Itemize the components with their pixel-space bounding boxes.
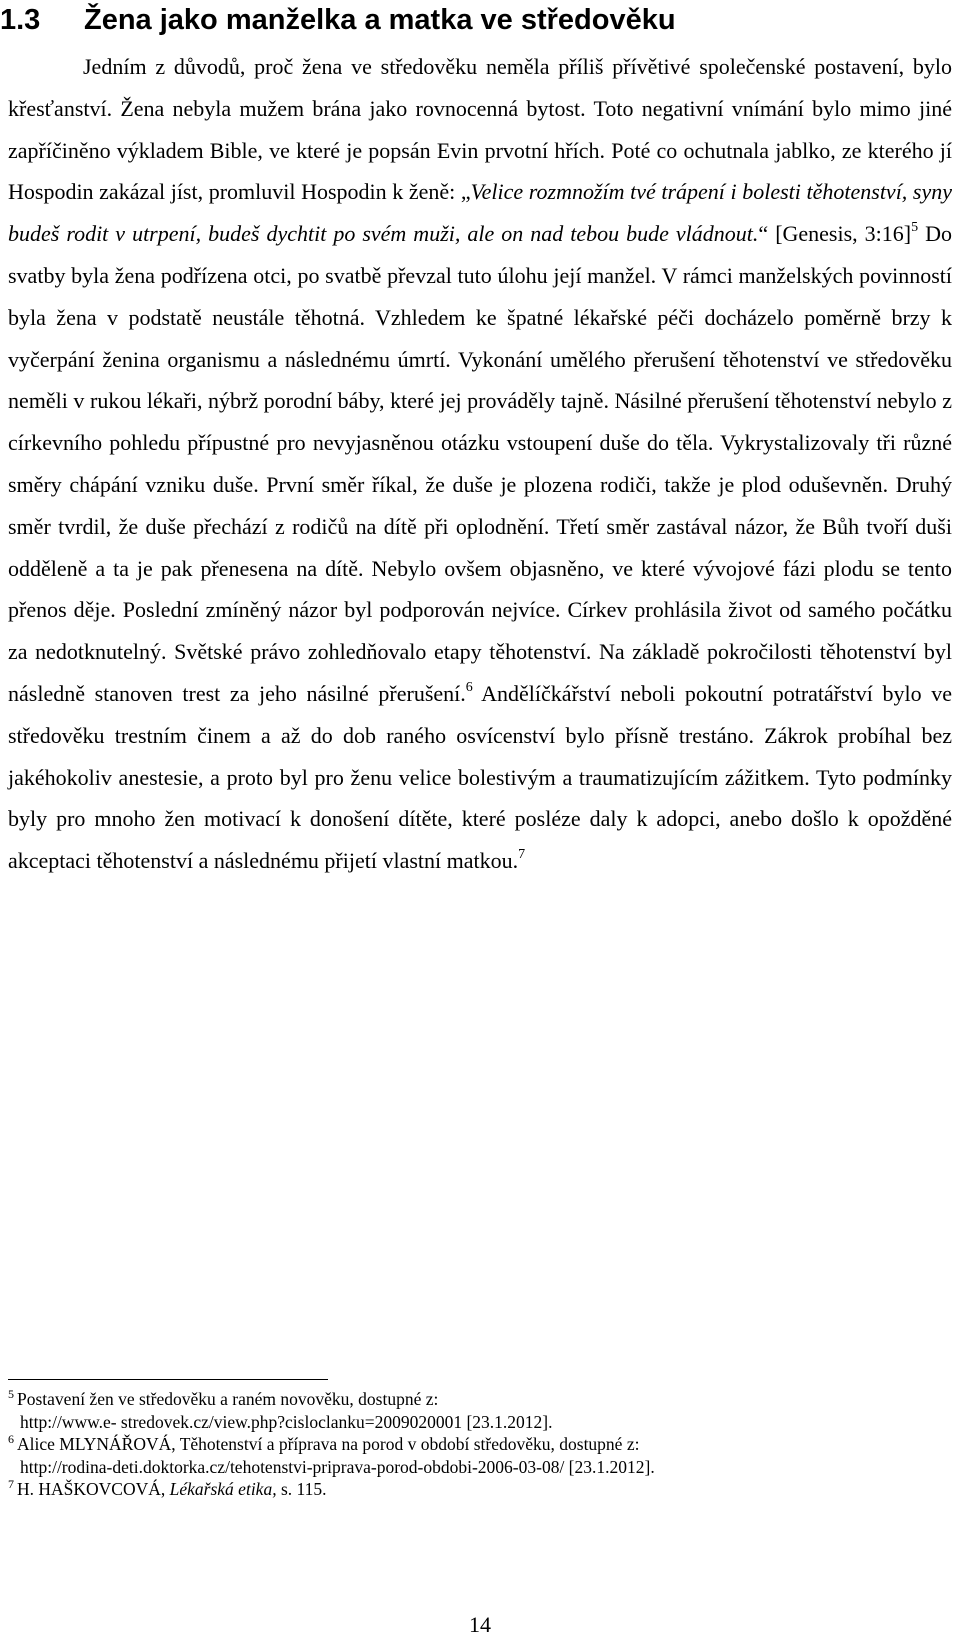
footnotes [8,1388,952,1501]
footnote-ref-5[interactable]: 5 [911,220,919,236]
footnote-ref-7[interactable]: 7 [518,847,526,863]
paragraph-text-intro: Jedním z důvodů, proč žena ve středověku neměla příliš přívětivé společenské postavení, bylo křesťanství. Žena nebyla mužem brána jako rovnocenná bytost. Toto negativní vnímání bylo mimo jiné zapříčiněno výkladem Bible, ve které je popsán Evin prvotní hřích. Poté co ochutnala jablko, ze kterého jí Hospodin zakázal jíst, promluvil Hospodin k ženě: „ [8,54,952,205]
section-heading [0,0,676,40]
bible-quote: Velice rozmnožím tvé trápení i bolesti těhotenství, syny budeš rodit v utrpení, budeš dychtit po svém muži, ale on nad tebou bude vládnout. [8,179,953,247]
footnote-text: Postavení žen ve středověku a raném novověku, dostupné z: [17,1389,439,1409]
footnote-7 [8,1478,952,1501]
paragraph-text-middle: Do svatby byla žena podřízena otci, po svatbě převzal tuto úlohu její manžel. V rámci manželských povinností byla žena v podstatě neustále těhotná. Vzhledem ke špatné lékařské péči docházelo poměrně brzy k vyčerpání ženina organismu a následnému úmrtí. Vykonání umělého přerušení těhotenství ve středověku neměli v rukou lékaři, nýbrž porodní báby, které jej prováděly tajně. Násilné přerušení těhotenství nebylo z církevního pohledu přípustné pro nevyjasněnou otázku vstoupení duše do těla. Vykrystalizovaly tři různé směry chápání vzniku duše. První směr říkal, že duše je plozena rodiči, takže je plod oduševněn. Druhý směr tvrdil, že duše přechází z rodičů na dítě při oplodnění. Třetí směr zastával názor, že Bůh tvoří duši odděleně a ta je pak přenesena na dítě. Nebylo ovšem objasněno, ve které vývojové fázi plodu se tento přenos děje. Poslední zmíněný názor byl podporován nejvíce. Církev prohlásila život od samého počátku za nedotknutelný. Světské právo zohledňovalo etapy těhotenství. Na základě pokročilosti těhotenství byl následně stanoven trest za jeho násilné přerušení. [8,221,953,706]
footnote-ref-6[interactable]: 6 [465,679,473,695]
footnote-url[interactable]: http://www.e- stredovek.cz/view.php?cisloclanku=2009020001 [23.1.2012]. [20,1411,553,1432]
page-number: 14 [469,1612,491,1637]
footnote-mark: 7 [8,1477,14,1491]
footnote-separator [8,1379,328,1380]
footnote-url[interactable]: http://rodina-deti.doktorka.cz/tehotenstvi-priprava-porod-obdobi-2006-03-08/ [23.1.2012]. [20,1456,655,1477]
footnote-5 [8,1388,952,1433]
section-title: Žena jako manželka a matka ve středověku [84,4,676,36]
footnote-author: H. HAŠKOVCOVÁ, [17,1479,170,1499]
paragraph-text-end: Andělíčkářství neboli pokoutní potratářství bylo ve středověku trestním činem a až do dob raného osvícenství bylo přísně trestáno. Zákrok probíhal bez jakéhokoliv anestesie, a proto byl pro ženu velice bolestivým a traumatizujícím zážitkem. Tyto podmínky byly pro mnoho žen motivací k donošení dítěte, které posléze daly k adopci, anebo došlo k opožděné akceptaci těhotenství a následnému přijetí vlastní matkou. [8,680,952,874]
footnote-book-title: Lékařská etika, [169,1479,277,1499]
body-paragraph [8,46,952,882]
footnote-mark: 6 [8,1432,14,1446]
footnote-pages: s. 115. [276,1479,327,1499]
section-number: 1.3 [0,4,41,36]
footnote-mark: 5 [8,1387,14,1401]
genesis-reference: [Genesis, 3:16] [775,221,912,247]
quote-close: “ [758,221,776,247]
footnote-6 [8,1433,952,1478]
footnote-text: Alice MLYNÁŘOVÁ, Těhotenství a příprava na porod v období středověku, dostupné z: [17,1434,640,1454]
